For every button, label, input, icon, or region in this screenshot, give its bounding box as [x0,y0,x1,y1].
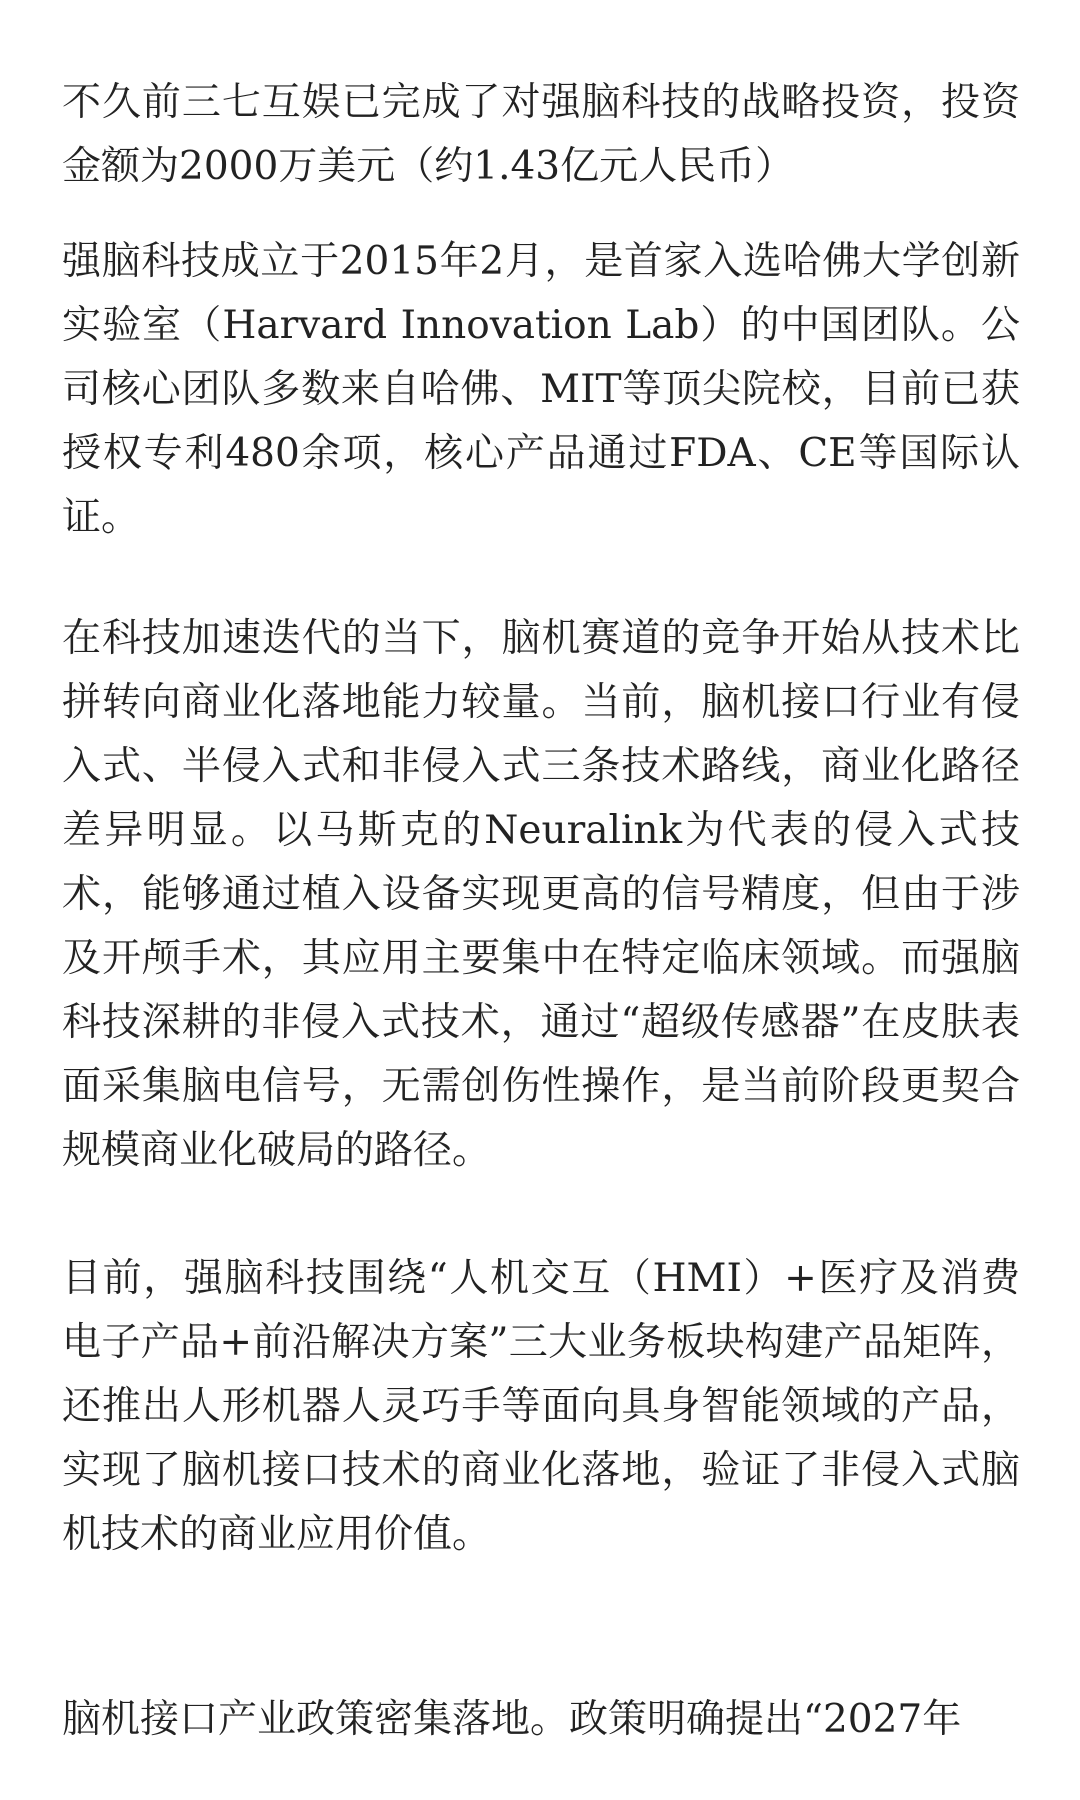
paragraph-investment: 不久前三七互娱已完成了对强脑科技的战略投资，投资金额为2000万美元（约1.43亿元人民币） [62,80,1020,189]
paragraph-company-intro: 强脑科技成立于2015年2月，是首家入选哈佛大学创新实验室（Harvard Innovation Lab）的中国团队。公司核心团队多数来自哈佛、MIT等顶尖院校，目前已获授权专利480余项，核心产品通过FDA、CE等国际认证。 [62,239,1020,540]
paragraph-product-matrix: 目前，强脑科技围绕“人机交互（HMI）+医疗及消费电子产品+前沿解决方案”三大业务板块构建产品矩阵，还推出人形机器人灵巧手等面向具身智能领域的产品，实现了脑机接口技术的商业化落地，验证了非侵入式脑机技术的商业应用价值。 [62,1256,1020,1557]
paragraph-tech-routes: 在科技加速迭代的当下，脑机赛道的竞争开始从技术比拼转向商业化落地能力较量。当前，脑机接口行业有侵入式、半侵入式和非侵入式三条技术路线，商业化路径差异明显。以马斯克的Neuralink为代表的侵入式技术，能够通过植入设备实现更高的信号精度，但由于涉及开颅手术，其应用主要集中在特定临床领域。而强脑科技深耕的非侵入式技术，通过“超级传感器”在皮肤表面采集脑电信号，无需创伤性操作，是当前阶段更契合规模商业化破局的路径。 [62,616,1020,1173]
paragraph-policy: 脑机接口产业政策密集落地。政策明确提出“2027年 [62,1697,962,1742]
